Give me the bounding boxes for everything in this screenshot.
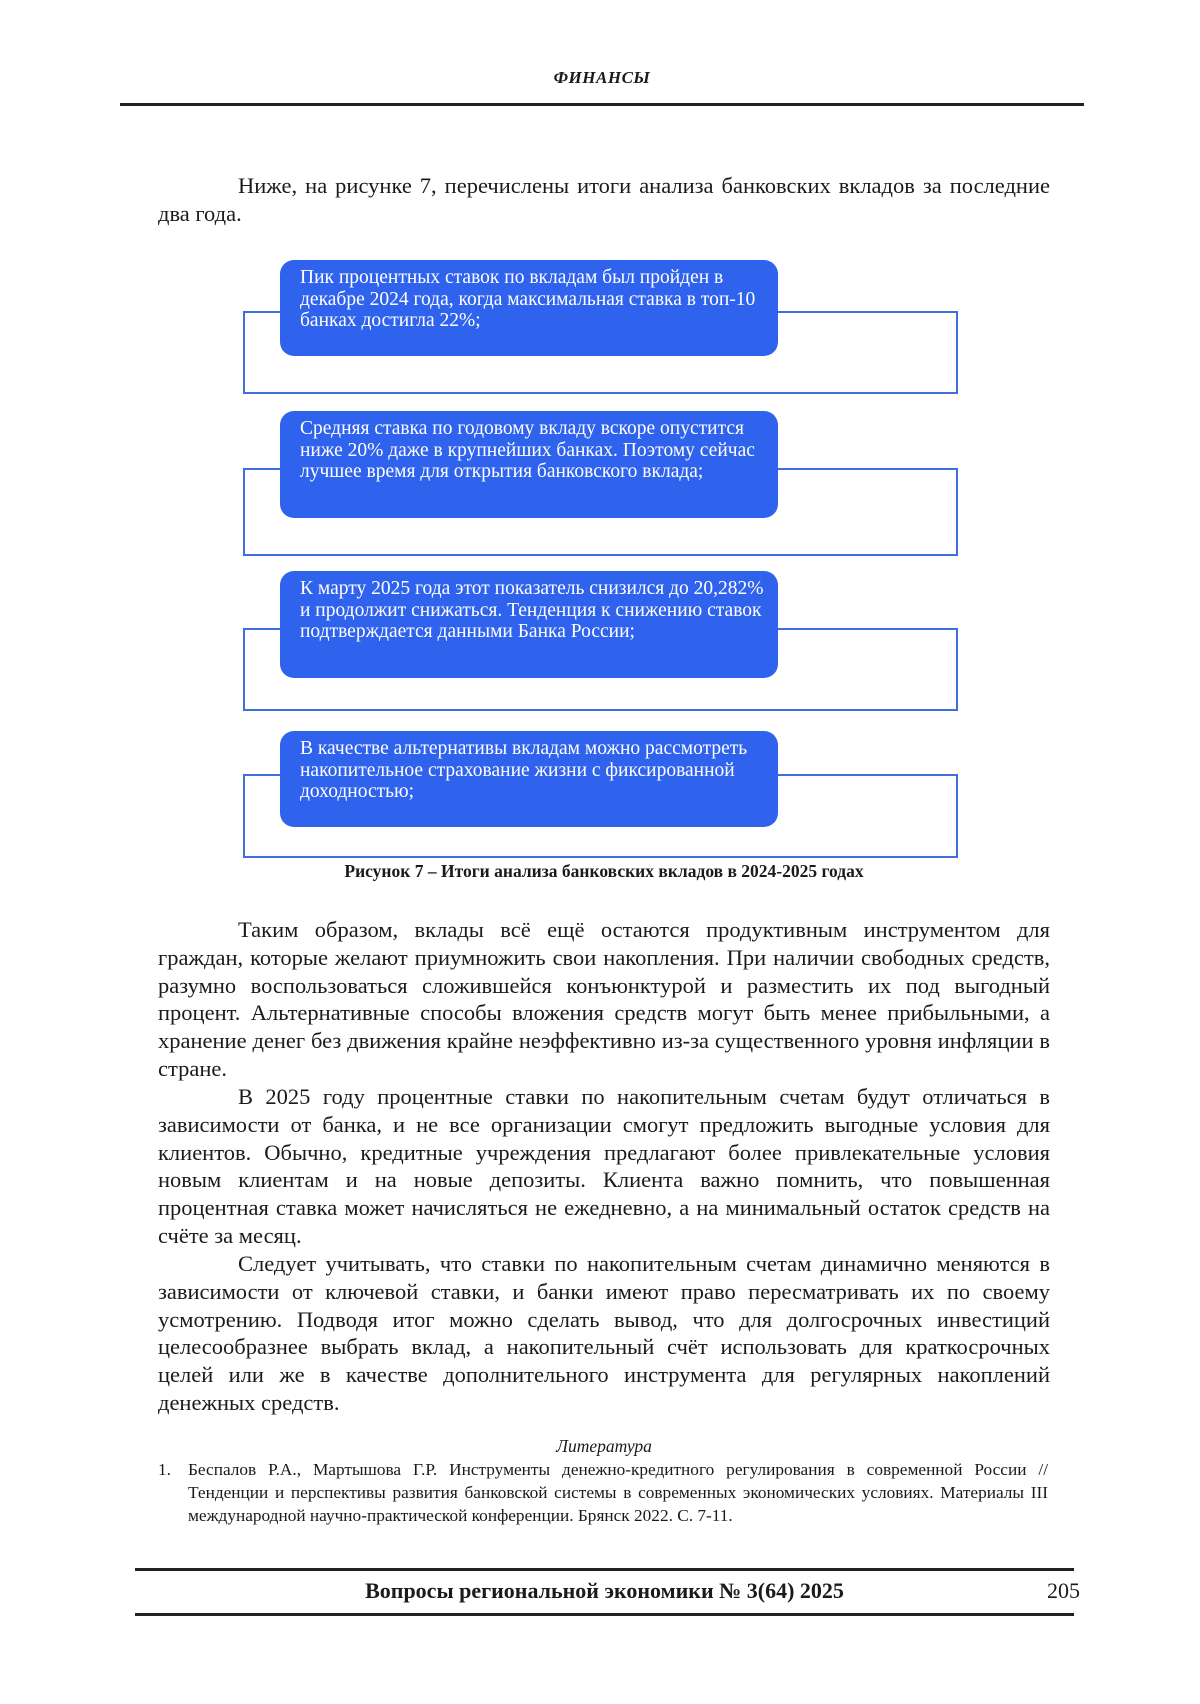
journal-title: Вопросы региональной экономики № 3(64) 2025 [365,1578,844,1603]
figure-7 [240,255,960,860]
page-number: 205 [1047,1578,1080,1603]
body-paragraph-1: Таким образом, вклады всё ещё остаются продуктивным инструментом для граждан, которые желают приумножить свои накопления. При наличии свободных средств, разумно воспользоваться сложившейся конъюнктурой и разместить их под выгодный процент. Альтернативные способы вложения средств могут быть менее прибыльными, а хранение денег без движения крайне неэффективно из-за существенного уровня инфляции в стране. [158,917,1050,1081]
footer-rule-bottom [135,1613,1074,1616]
intro-paragraph: Ниже, на рисунке 7, перечислены итоги анализа банковских вкладов за последние два года. [158,173,1050,226]
header-rule [120,103,1084,106]
body-paragraph-3: Следует учитывать, что ставки по накопительным счетам динамично меняются в зависимости от ключевой ставки, и банки имеют право пересматривать их по своему усмотрению. Подводя итог можно сделать вывод, что для долгосрочных инвестиций целесообразнее выбрать вклад, а накопительный счёт использовать для краткосрочных целей или же в качестве дополнительного инструмента для регулярных накоплений денежных средств. [158,1251,1050,1415]
figure-caption: Рисунок 7 – Итоги анализа банковских вкладов в 2024-2025 годах [344,861,864,881]
footer-rule-top [135,1568,1074,1571]
reference-number: 1. [158,1460,171,1479]
reference-text: Беспалов Р.А., Мартышова Г.Р. Инструменты денежно-кредитного регулирования в современной России // Тенденции и перспективы развития банковской системы в современных экономических условиях. Материалы III международной научно-практической конференции. Брянск 2022. С. 7-11. [188,1460,1048,1525]
literature-title: Литература [556,1436,652,1456]
figure-item-3: К марту 2025 года этот показатель снизился до 20,282% и продолжит снижаться. Тенденция к снижению ставок подтверждается данными Банка России; [280,571,778,678]
running-header: ФИНАНСЫ [553,68,651,87]
figure-item-4: В качестве альтернативы вкладам можно рассмотреть накопительное страхование жизни с фиксированной доходностью; [280,731,778,827]
figure-item-2: Средняя ставка по годовому вкладу вскоре опустится ниже 20% даже в крупнейших банках. Поэтому сейчас лучшее время для открытия банковского вклада; [280,411,778,518]
figure-item-1: Пик процентных ставок по вкладам был пройден в декабре 2024 года, когда максимальная ставка в топ-10 банках достигла 22%; [280,260,778,356]
body-paragraph-2: В 2025 году процентные ставки по накопительным счетам будут отличаться в зависимости от банка, и не все организации смогут предложить выгодные условия для клиентов. Обычно, кредитные учреждения предлагают более привлекательные условия новым клиентам и на новые депозиты. Клиента важно помнить, что повышенная процентная ставка может начисляться не ежедневно, а на минимальный остаток средств на счёте за месяц. [158,1084,1050,1248]
